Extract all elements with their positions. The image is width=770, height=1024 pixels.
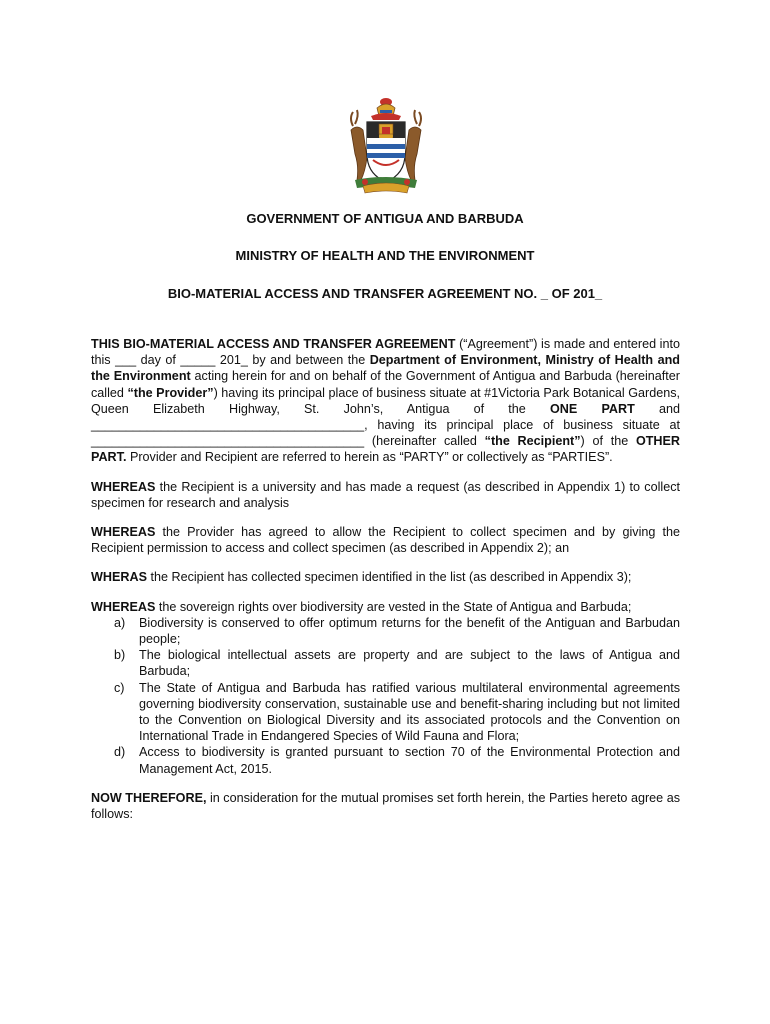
now-therefore-paragraph: NOW THEREFORE, in consideration for the mutual promises set forth herein, the Parties hereto agree as follows:	[91, 790, 680, 822]
coat-of-arms-icon	[343, 96, 429, 196]
whereas-paragraph-4: WHEREAS the sovereign rights over biodiversity are vested in the State of Antigua and Barbuda;	[91, 599, 632, 614]
list-item: a) Biodiversity is conserved to offer optimum returns for the benefit of the Antiguan and Barbudan people;	[114, 615, 680, 647]
government-heading: GOVERNMENT OF ANTIGUA AND BARBUDA	[246, 211, 524, 226]
list-item: b) The biological intellectual assets are property and are subject to the laws of Antigua and Barbuda;	[114, 648, 680, 679]
whereas-list	[91, 615, 680, 777]
agreement-title: BIO-MATERIAL ACCESS AND TRANSFER AGREEMENT NO. _ OF 201_	[167, 286, 603, 301]
whereas-paragraph-1: WHEREAS the Recipient is a university and has made a request (as described in Appendix 1) to collect specimen for research and analysis	[91, 479, 680, 510]
agreement-body	[91, 336, 680, 835]
ministry-heading: MINISTRY OF HEALTH AND THE ENVIRONMENT	[235, 248, 535, 263]
whereas-paragraph-2: WHEREAS the Provider has agreed to allow the Recipient to collect specimen and by giving the Recipient permission to access and collect specimen (as described in Appendix 2); an	[91, 525, 680, 556]
list-item: d) Access to biodiversity is granted pursuant to section 70 of the Environmental Protection and Management Act, 2015.	[114, 745, 680, 776]
whereas-paragraph-3: WHERAS the Recipient has collected specimen identified in the list (as described in Appendix 3);	[91, 570, 632, 585]
intro-paragraph: THIS BIO-MATERIAL ACCESS AND TRANSFER AGREEMENT (“Agreement”) is made and entered into this ___ day of _____ 201_ by and between the Department of Environment, Ministry of Health and the Environment acting herein for and on behalf of the Government of Antigua and Barbuda (hereinafter called “the Provider”) having its principal place of business situate at #1Victoria Park Botanical Gardens, Queen Elizabeth Highway, St. John’s, Antigua of the ONE PART and _______________________________________, having its principal place of business situate at _______________________________________ (hereinafter called “the Recipient”) of the OTHER PART. Provider and Recipient are referred to herein as “PARTY” or collectively as “PARTIES”.	[91, 337, 681, 465]
list-item: c) The State of Antigua and Barbuda has ratified various multilateral environmental agreements governing biodiversity conservation, sustainable use and benefit-sharing including but not limited to the Convention on Biological Diversity and its associated protocols and the Convention on International Trade in Endangered Species of Wild Fauna and Flora;	[114, 680, 680, 744]
